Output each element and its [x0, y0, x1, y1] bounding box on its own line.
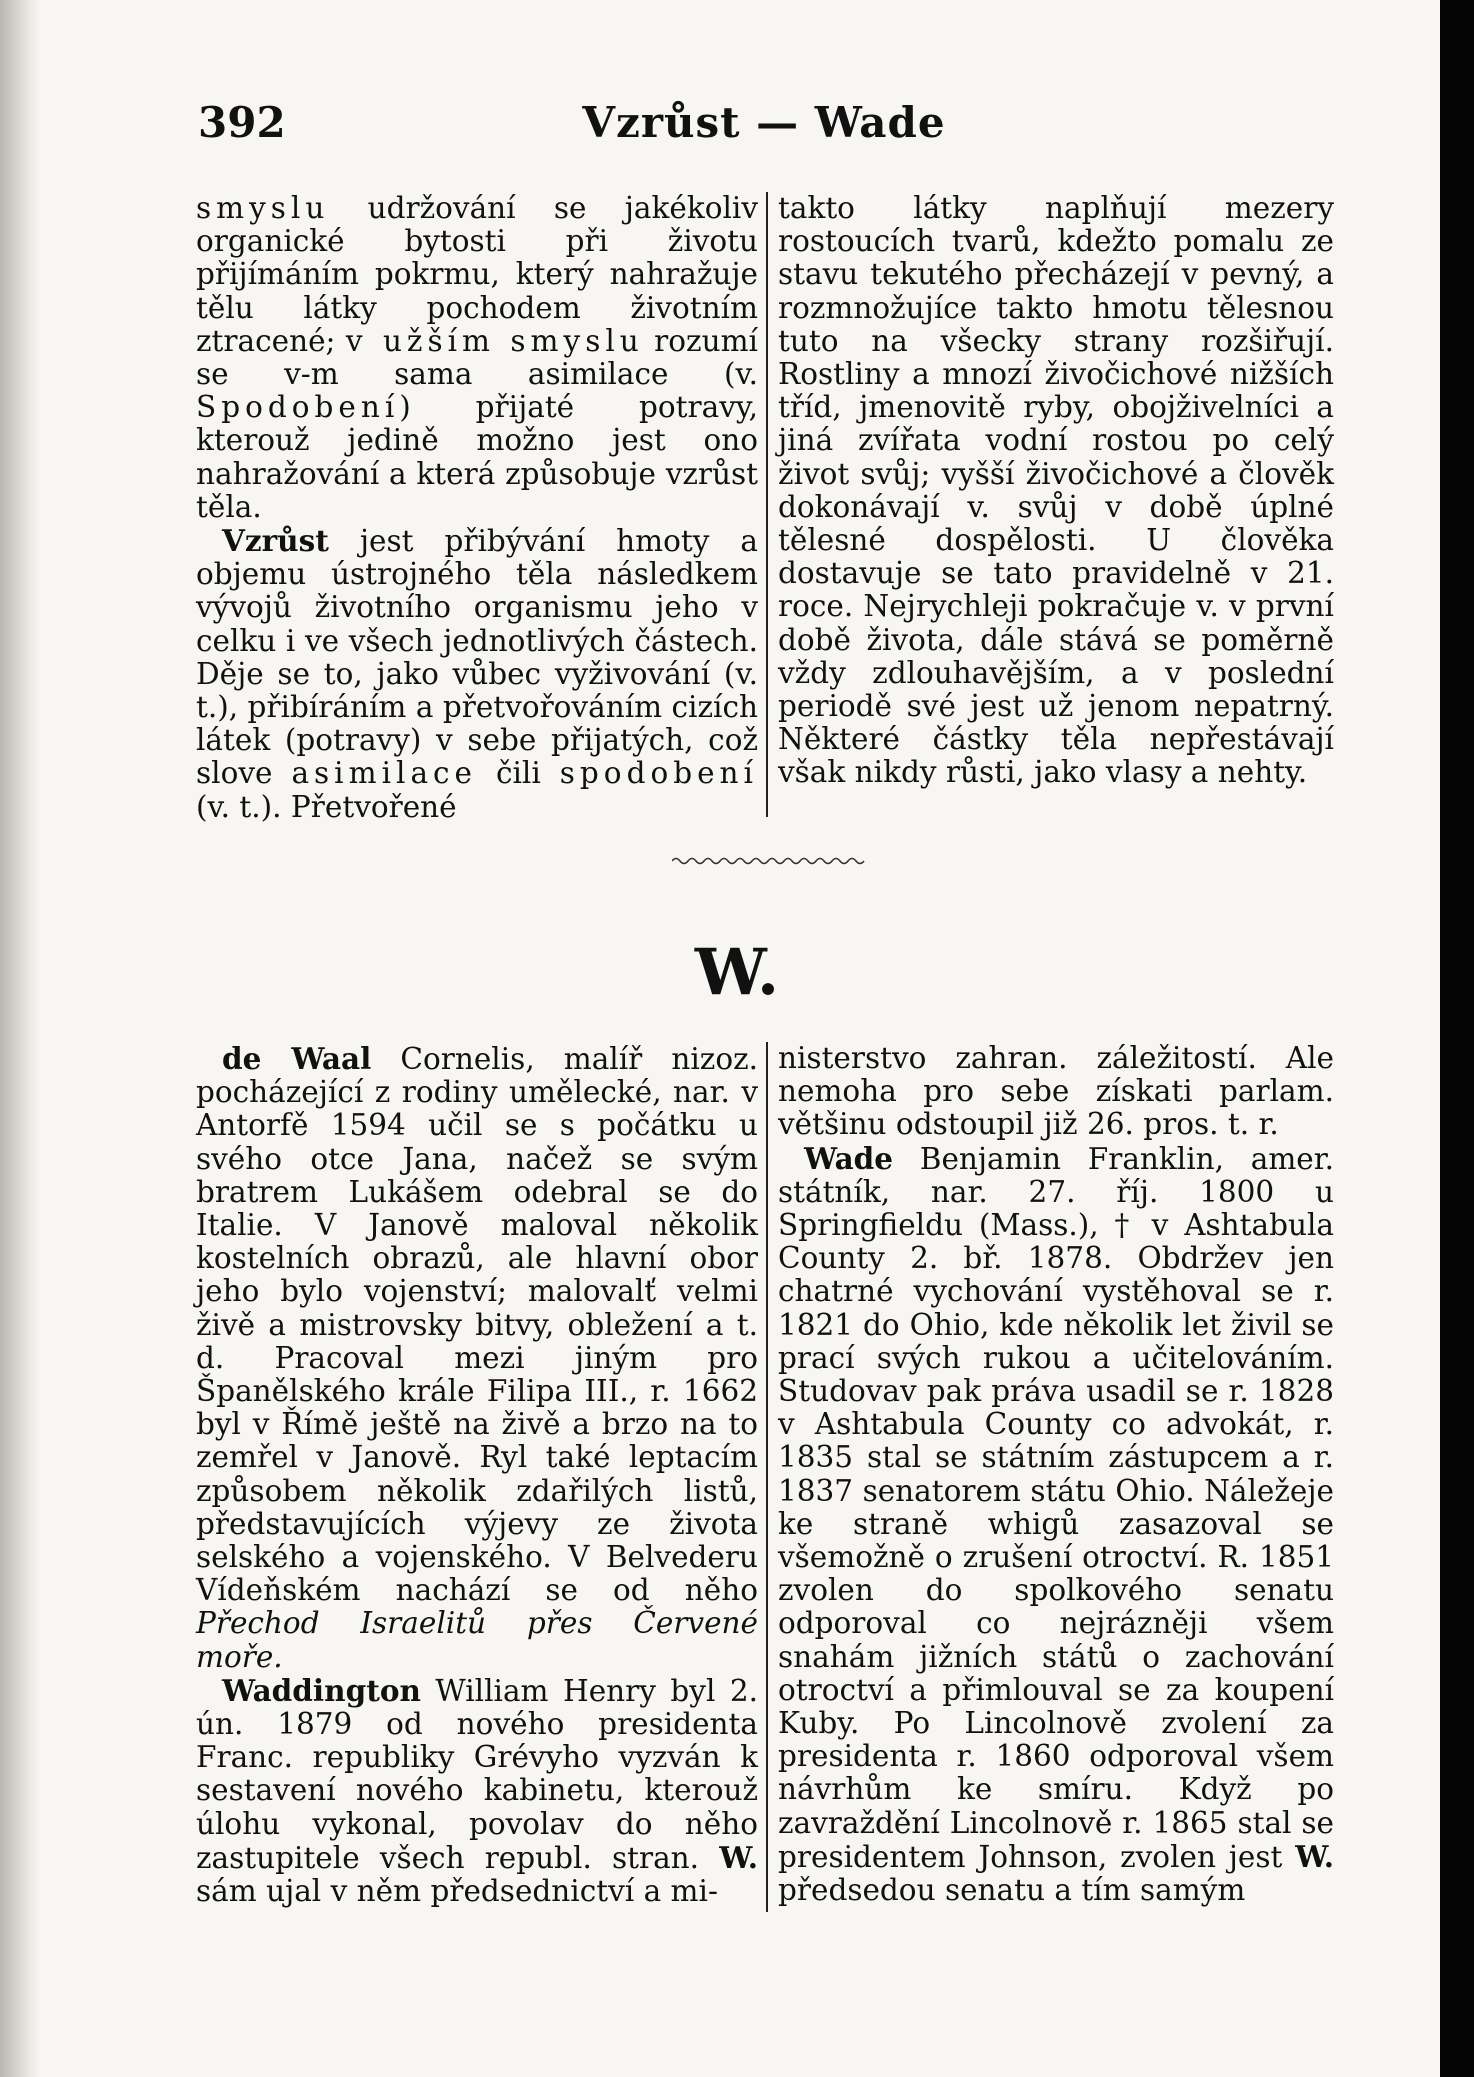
column-divider — [766, 1042, 768, 1912]
entry-headword: Waddington — [222, 1672, 421, 1708]
text-run: Cornelis, malíř nizoz. pocházející z rodiny umělecké, nar. v Antorfě 1594 učil se s počátku u svého otce Jana, načež se svým bratrem Lukášem odebral se do Italie. V Janově maloval několik kostelních obrazů, ale hlavní obor jeho bylo vojenství; malovalť velmi živě a mistrovsky bitvy, obležení a t. d. Pracoval mezi jiným pro Španělského krále Filipa III., r. 1662 byl v Římě ještě na živě a brzo na to zemřel v Janově. Ryl také leptacím způsobem několik zdařilých listů, představujících výjevy ze života selského a vojenského. V Belvederu Vídeňském nachází se od něho — [196, 1042, 758, 1608]
upper-left-column — [196, 192, 758, 824]
wavy-divider — [672, 855, 868, 867]
entry-headword: de Waal — [222, 1041, 372, 1076]
entry-headword: Vzrůst — [222, 523, 329, 559]
entry-vzrust — [196, 524, 758, 824]
entry-wade — [778, 1142, 1334, 1908]
text-run: ) přijaté potravy, kterouž jedině možno jest ono nahražování a která způsobuje vzrůst těla. — [196, 390, 758, 524]
paragraph-continuation: nisterstvo zahran. záležitostí. Ale nemoha pro sebe získati parlam. většinu odstoupil již 26. pros. t. r. — [778, 1041, 1334, 1142]
page-edge-left — [0, 0, 40, 2077]
text-run: sám ujal v něm předsednictví a mi- — [196, 1874, 718, 1909]
text-run: (v. t.). Přetvořené — [196, 789, 457, 824]
lower-section — [196, 1042, 1334, 1912]
text-run: jest přibývání hmoty a objemu ústrojného těla následkem vývojů životního organismu jeho v celku i ve všech jednotlivých částech. Děje se to, jako vůbec vyživování (v. t.), přibíráním a přetvořováním cizích látek (potravy) v sebe přijatých, což slove — [196, 524, 758, 791]
abbreviation-bold: W. — [1295, 1838, 1334, 1874]
lower-left-column — [196, 1042, 758, 1908]
page-number: 392 — [198, 98, 286, 147]
spaced-term: smyslu — [196, 191, 330, 225]
spaced-term: asimilace — [291, 756, 478, 791]
abbreviation-bold: W. — [719, 1839, 758, 1875]
artwork-title: Přechod Israelitů přes Červené moře. — [196, 1606, 758, 1674]
spaced-term: spodobení — [559, 756, 758, 791]
running-head: Vzrůst — Wade — [582, 98, 946, 147]
text-run: předsedou senatu a tím samým — [778, 1873, 1246, 1908]
section-letter-heading: W. — [694, 935, 780, 1010]
paragraph-smyslu — [196, 192, 758, 524]
entry-headword: Wade — [804, 1140, 894, 1176]
spaced-term: v užším smyslu — [345, 323, 644, 358]
cross-reference: Spodobení — [196, 390, 400, 425]
page-header — [198, 98, 1330, 158]
text-run: Benjamin Franklin, amer. státník, nar. 27. říj. 1800 u Springfieldu (Mass.), † v Ashtabula County 2. bř. 1878. Obdržev jen chatrné vychování vystěhoval se r. 1821 do Ohio, kde několik let živil se prací svých rukou a učitelováním. Studovav pak práva usadil se r. 1828 v Ashtabula County co advokát, r. 1835 stal se státním zástupcem a r. 1837 senatorem státu Ohio. Náležeje ke straně whigů zasazoval se všemožně o zrušení otroctví. R. 1851 zvolen do spolkového senatu odporoval co nejrázněji všem snahám jižních států o zachování otroctví a přimlouval se za koupení Kuby. Po Lincolnově zvolení za presidenta r. 1860 odporoval všem návrhům ke smíru. Když po zavraždění Lincolnově r. 1865 stal se presidentem Johnson, zvolen jest — [778, 1141, 1334, 1874]
text-run: udržování se jakékoliv organické bytosti při životu přijímáním pokrmu, který nahražuje tělu látky pochodem životním ztracené; — [196, 191, 758, 358]
text-run: čili — [477, 756, 541, 791]
upper-section — [196, 191, 1334, 824]
entry-de-waal — [196, 1042, 758, 1674]
text-run: rozumí se v-m sama asimilace (v. — [196, 323, 758, 392]
entry-waddington — [196, 1674, 758, 1908]
text-run: William Henry byl 2. ún. 1879 od nového presidenta Franc. republiky Grévyho vyzván k sestavení nového kabinetu, kterouž úlohu vykonal, povolav do něho zastupitele všech republ. stran. — [196, 1673, 758, 1875]
scan-border-right — [1440, 0, 1474, 2077]
paragraph-continuation: takto látky naplňují mezery rostoucích tvarů, kdežto pomalu ze stavu tekutého přecházejí v pevný, a rozmnožujíce takto hmotu tělesnou tuto na všecky strany rozšiřují. Rostliny a mnozí živočichové nižších tříd, jmenovitě ryby, obojživelníci a jiná zvířata vodní rostou po celý život svůj; vyšší živočichové a člověk dokonávají v. svůj v době úplné tělesné dospělosti. U člověka dostavuje se tato pravidelně v 21. roce. Nejrychleji pokračuje v. v první době života, dále stává se poměrně vždy zdlouhavějším, a v poslední periodě své jest už jenom nepatrný. Některé částky těla nepřestávají však nikdy růsti, jako vlasy a nehty. — [778, 191, 1334, 790]
column-divider — [766, 192, 768, 817]
upper-right-column — [778, 192, 1334, 790]
lower-right-column — [778, 1042, 1334, 1907]
